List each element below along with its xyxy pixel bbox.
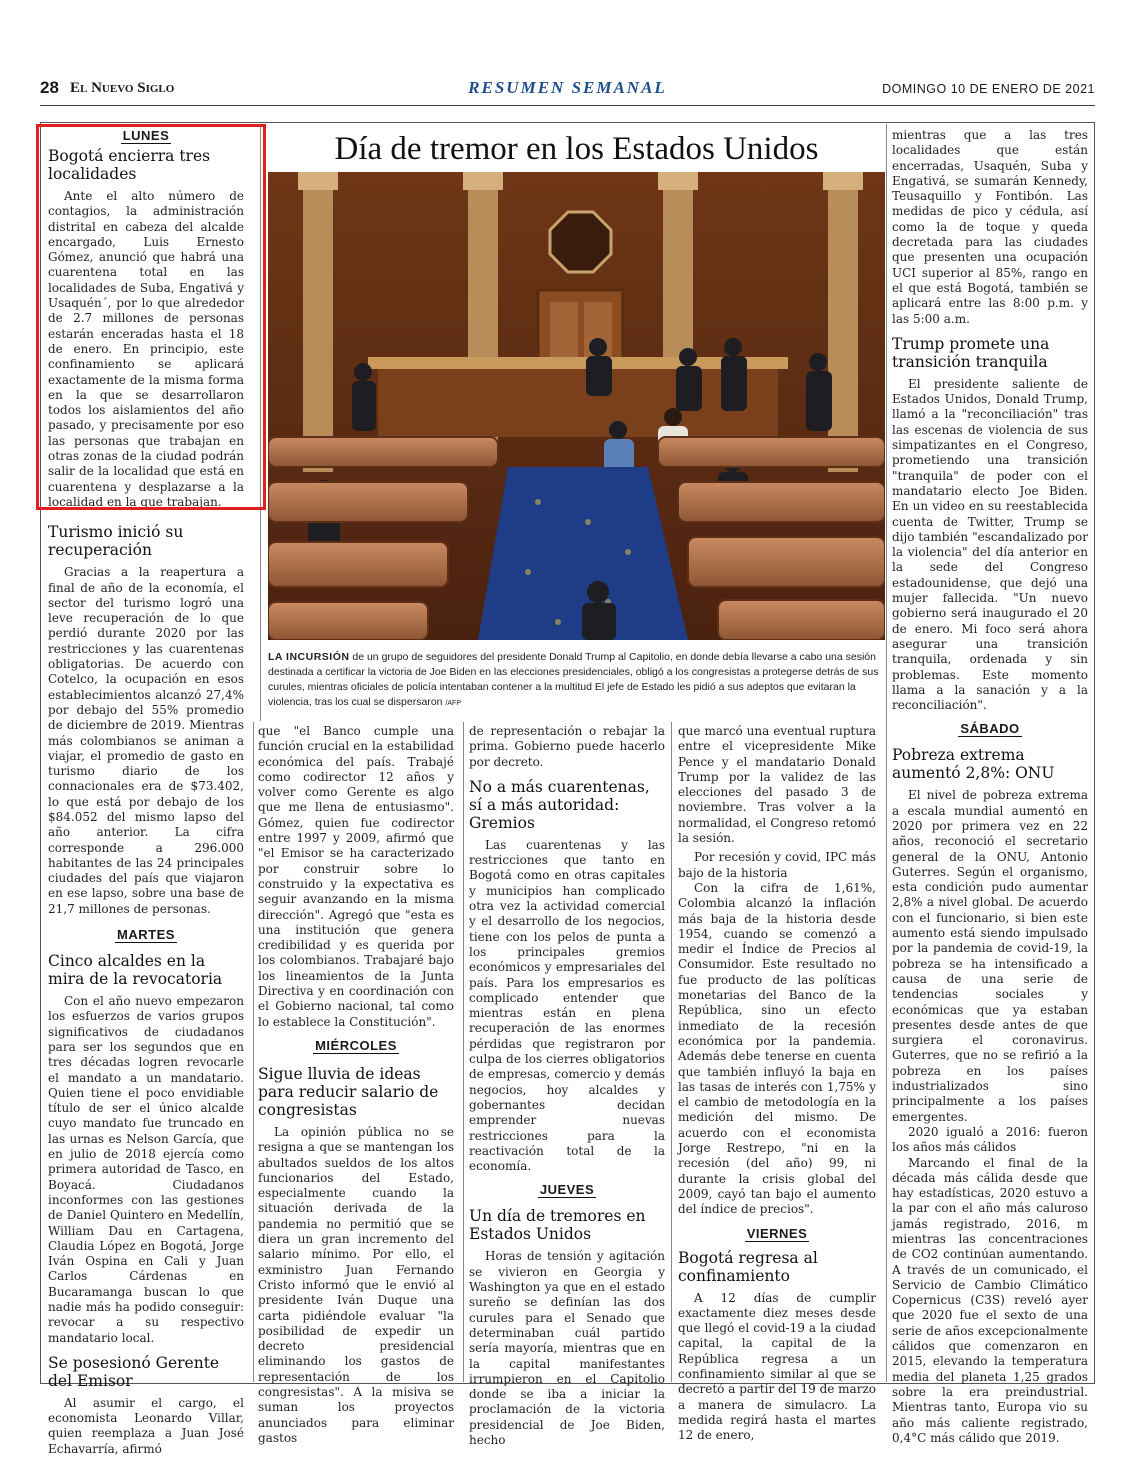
article-body: El nivel de pobreza extrema a escala mundial aumentó en 2020 por primera vez en 22 años, reconoció el secretario general de la ONU, Antonio Guterres. Según el organismo, esta condición pudo aumentar 2,8% a nivel global. De acuerdo con el funcionario, si bien este aumento está siendo impulsado por la pandemia de covid-19, la pobreza se ha intensificado a causa de una serie de tendencias sociales y económicas que ya estaban presentes desde antes de que surgiera el coronavirus. Guterres, que no se refirió a la pobreza en los países industrializados sino principalmente a los países emergentes. [892,788,1088,1124]
day-label-martes: MARTES [117,927,175,943]
newspaper-name: El Nuevo Siglo [70,80,175,96]
column-divider [463,722,464,1382]
article-body: Las cuarentenas y las restricciones que tanto en Bogotá como en otras capitales y municipios han complicado otra vez la actividad comercial y el desarrollo de los negocios, tiene con los pelos de punta a los principales gremios económicos y empresariales del país. Para los empresarios es complicado entender que mientras están en plena recuperación de las enormes pérdidas que registraron por culpa de los cierres obligatorios de empresas, comercio y demás negocios, hoy alcaldes y gobernantes decidan emprender nuevas restricciones para la reactivación total de la economía. [469,837,665,1174]
column-divider [671,722,672,1382]
article-body: El presidente saliente de Estados Unidos, Donald Trump, llamó a la "reconciliación" tras las escenas de violencia de sus simpatizantes en el Congreso, prometiendo una transición "tranquila" de poder con el mandatario electo Joe Biden. En un video en su reestablecida cuenta de Twitter, Trump se dijo también "escandalizado por la violencia" del día anterior en la sede del Congreso estadounidense, que dejó una mujer fallecida. "Un nuevo gobierno será inaugurado el 20 de enero. Mi foco será ahora asegurar una transición tranquila, ordenada y sin problemas. Este momento llama a la sanación y a la reconciliación". [892,376,1088,713]
caption-lead: LA INCURSIÓN [268,651,350,663]
article-title: Un día de tremores en Estados Unidos [469,1207,646,1244]
issue-date: DOMINGO 10 DE ENERO DE 2021 [882,82,1095,96]
column-divider [253,722,254,1382]
day-label-viernes: VIERNES [746,1225,808,1241]
article-title: No a más cuarentenas, sí a más autoridad: Gremios [469,777,650,832]
capitol-chamber-photo [268,172,885,640]
article-body: La opinión pública no se resigna a que se mantengan los abultados sueldos de los altos funcionarios del Estado, especialmente cuando la situación derivada de la pandemia no permitió que se diera un gran incremento del salario mínimo. Por ello, el exministro Juan Fernando Cristo informó que le envió al presidente Iván Duque una carta pidiéndole evaluar "la posibilidad de expedir un decreto presidencial eliminando los gastos de representación de los congresistas". A la misiva se suman los proyectos anunciados para eliminar gastos [258,1124,454,1445]
article-body: Ante el alto número de contagios, la administración distrital en cabeza del alcalde encargado, Luis Ernesto Gómez, anunció que habrá una cuarentena total en las localidades de Suba, Engativá y Usaquén´, por lo que alrededor de 2.7 millones de personas estarán enceradas hasta el 18 de enero. En principio, este confinamiento se aplicará exactamente de la misma forma en la que se desarrollaron todos los aislamientos del año pasado, y precisamente por eso las personas que trabajan en otras zonas de la ciudad podrán salir de la localidad que está en cuarentena y desplazarse a la localidad en la que trabajan. [48,189,244,509]
column-divider [886,124,887,1382]
main-headline: Día de tremor en los Estados Unidos [334,131,819,167]
article-body: Con la cifra de 1,61%, Colombia alcanzó la inflación más baja de la historia desde 1954, cuando se comenzó a medir el Índice de Precios al Consumidor. Este resultado no fue producto de las políticas monetarias del Banco de la República, sino un efecto inmediato de la recesión económica por la pandemia. Además debe tenerse en cuenta que también influyó la baja en las tasas de interés con 1,75% y el cambio de metodología en la medición del mismo. De acuerdo con el economista Jorge Restrepo, "ni en la recesión (del año) 99, ni durante la crisis global del 2009, cayó tan bajo el aumento del índice de precios". [678,880,876,1217]
column-5 [892,128,1088,1446]
article-title: Se posesionó Gerente del Emisor [48,1353,220,1390]
page-header [40,78,1095,102]
section-title: RESUMEN SEMANAL [468,78,667,97]
column-4 [678,724,876,1443]
article-title: Turismo inició su recuperación [48,523,184,560]
article-body: que marcó una eventual ruptura entre el vicepresidente Mike Pence y el mandatario Donald Trump por la validez de las elecciones del pasado 3 de noviembre. Tras volver a la normalidad, el Congreso retomó la sesión. [678,724,876,846]
article-title: Bogotá regresa al confinamiento [678,1248,818,1285]
article-body: de representación o rebajar la prima. Gobierno puede hacerlo por decreto. [469,724,665,769]
photo-credit: /AFP [445,700,461,707]
article-title: Cinco alcaldes en la mira de la revocatoria [48,952,223,989]
column-2 [258,724,454,1446]
caption-text: de un grupo de seguidores del presidente Donald Trump al Capitolio, en donde debía llevarse a cabo una sesión destinada a certificar la victoria de Joe Biden en las elecciones presidenciales, obligó a los congresistas a protegerse detrás de sus curules, mientras oficiales de policía intentaban contener a la multitud El jefe de Estado les pidió a sus adeptos que evitaran la violencia, tras los cual se dispersaron [268,651,879,708]
article-subhead: Por recesión y covid, IPC más bajo de la historia [678,850,876,880]
day-label-miercoles: MIÉRCOLES [315,1037,397,1053]
article-body: Con el año nuevo empezaron los esfuerzos de varios grupos significativos de ciudadanos para ser los segundos que en tres décadas logren revocarle el mandato a un mandatario. Quien tiene el poco envidiable título de ser el único alcalde cuyo mandato fue truncado en las urnas es Nelson García, que en julio de 2018 ejercía como primera autoridad de Tasco, en Boyacá. Ciudadanos inconformes con las gestiones de Daniel Quintero en Medellín, William Dau en Cartagena, Claudia López en Bogotá, Jorge Iván Ospina en Cali y Juan Carlos Cárdenas en Bucaramanga buscan lo que nadie más ha podido conseguir: revocar a su respectivo mandatario local. [48,994,244,1345]
article-body: que "el Banco cumple una función crucial en la estabilidad económica del país. Trabajé como codirector 12 años y volver como Gerente es algo que me llena de entusiasmo". Gómez, quien fue codirector entre 1997 y 2009, afirmó que "el Emisor se ha caracterizado por construir sobre lo construido y la expectativa es seguir avanzando en la misma dirección". Agregó que "esta es una institución que genera credibilidad y es querida por los colombianos. Trabajaré bajo los lineamientos de la Junta Directiva y en coordinación con el Gobierno nacional, tal como lo establece la Constitución". [258,724,454,1029]
page-number: 28 [40,78,59,97]
article-title: Pobreza extrema aumentó 2,8%: ONU [892,746,1055,783]
header-rule [40,105,1095,106]
day-label-sabado: SÁBADO [960,721,1020,737]
article-body: Horas de tensión y agitación se vivieron en Georgia y Washington ya que en el estado sureño se definían las dos curules para el Senado que determinaban cuál partido sería mayoría, mientras que en la capital manifestantes irrumpieron en el Capitolio donde se iba a iniciar la proclamación de la victoria presidencial de Joe Biden, hecho [469,1249,665,1447]
article-body: Marcando el final de la década más cálida desde que hay estadísticas, 2020 estuvo a la par con el año más caluroso jamás registrado, 2016, m mientras las concentraciones de CO2 continúan aumentando. A través de un comunicado, el Servicio de Cambio Climático Copernicus (C3S) reveló ayer que 2020 fue el sexto de una serie de años excepcionalmente cálidos que comenzaron en 2015, elevando la temperatura media del planeta 1,25 grados sobre la era preindustrial. Mientras tanto, Europa vio su año más caliente registrado, 0,4°C más cálido que 2019. [892,1155,1088,1445]
article-title: Bogotá encierra tres localidades [48,147,211,183]
highlight-box [36,124,266,510]
day-label-jueves: JUEVES [539,1182,595,1198]
day-label-lunes: LUNES [122,128,170,143]
photo-caption [268,650,885,711]
article-title: Sigue lluvia de ideas para reducir salario de congresistas [258,1064,439,1119]
article-body: Gracias a la reapertura a final de año de la economía, el sector del turismo logró una leve recuperación de lo que perdió durante 2020 por las restricciones y las cuarentenas obligatorias. De acuerdo con Cotelco, la ocupación en esos establecimientos alcanzó 27,4% por debajo del 55% promedio de diciembre de 2019. Mientras más colombianos se animan a viajar, el promedio de gasto en turismo diario de los connacionales era de $73.402, lo que está por debajo de los $84.052 del mismo lapso del año anterior. La cifra corresponde a 296.000 habitantes de las 24 principales ciudades del país que viajaron en ese lapso, sobre una base de 21,7 millones de personas. [48,565,244,916]
article-title: Trump promete una transición tranquila [892,334,1050,371]
column-3 [469,724,665,1448]
article-body: A 12 días de cumplir exactamente diez meses desde que llegó el covid-19 a la ciudad capital, la capital de la República regresa a un confinamiento similar al que se decretó a partir del 19 de marzo a manera de simulacro. La medida regirá hasta el martes 12 de enero, [678,1290,876,1443]
article-subhead: 2020 igualó a 2016: fueron los años más cálidos [892,1124,1088,1155]
article-body: mientras que a las tres localidades que están encerradas, Usaquén, Suba y Engativá, se sumarán Kennedy, Teusaquillo y Fontibón. Las medidas de pico y cédula, así como la de toque y queda decretada para las ciudades que presenten una ocupación UCI superior al 85%, rango en el que está Bogotá, también se aplicará entre las 8:00 p.m. y las 5:00 a.m. [892,128,1088,326]
article-body: Al asumir el cargo, el economista Leonardo Villar, quien reemplaza a Juan José Echavarría, afirmó [48,1395,244,1456]
